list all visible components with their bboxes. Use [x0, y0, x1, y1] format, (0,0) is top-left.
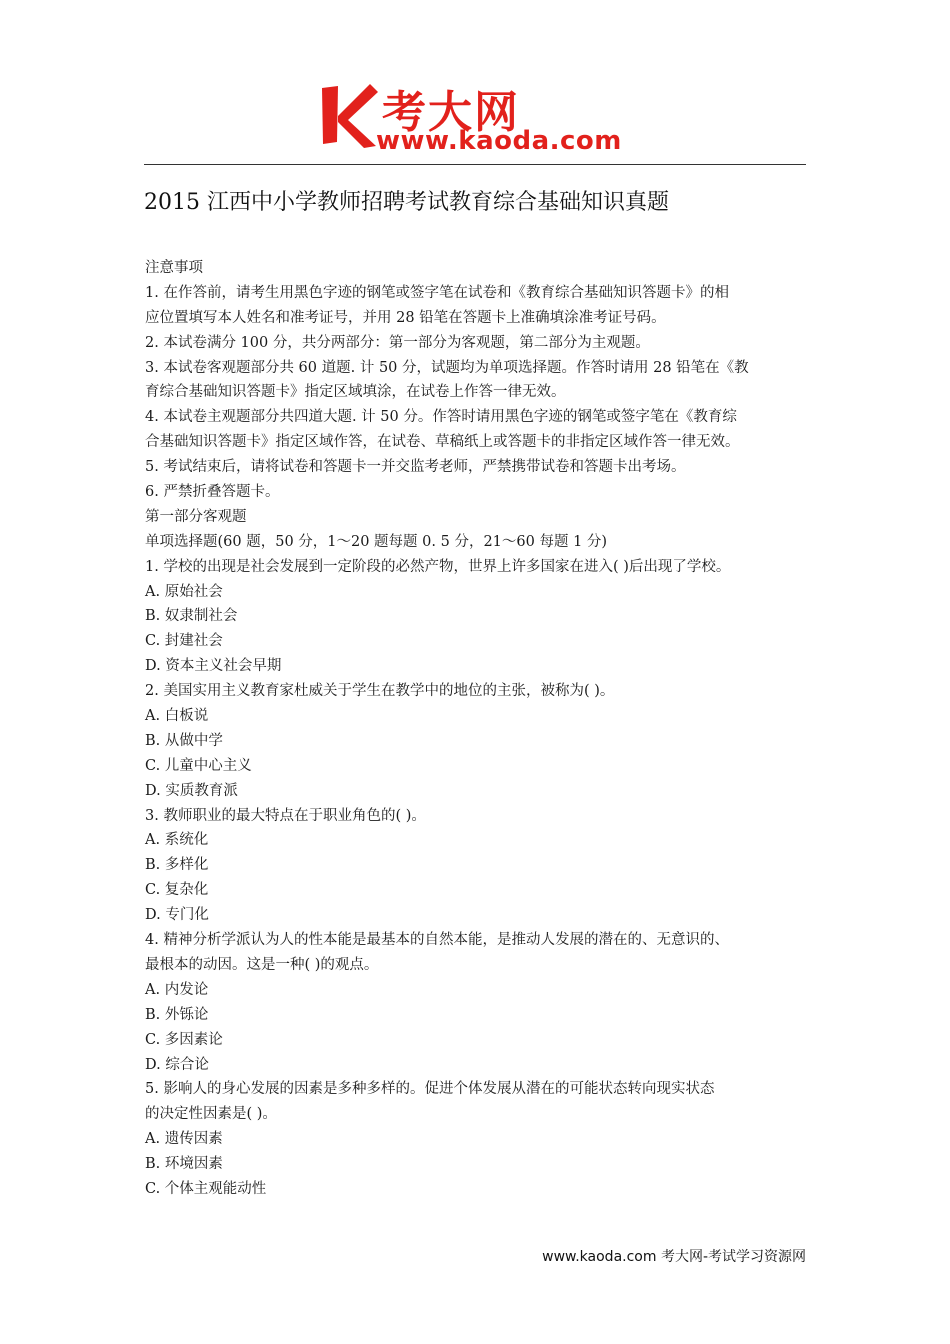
text-line: 注意事项 [145, 260, 203, 276]
answer-option: B. 外铄论 [145, 1006, 209, 1023]
section-heading: 第一部分客观题 [145, 508, 247, 525]
question-stem: 1. 学校的出现是社会发展到一定阶段的必然产物，世界上许多国家在进入( )后出现了学校。 [145, 558, 731, 575]
answer-option: B. 多样化 [145, 857, 209, 874]
text-line: 合基础知识答题卡》指定区域作答，在试卷、草稿纸上或答题卡的非指定区域作答一律无效。 [145, 434, 740, 451]
answer-option: B. 从做中学 [145, 732, 223, 749]
text-line: 应位置填写本人姓名和准考证号，并用 28 铅笔在答题卡上准确填涂准考证号码。 [145, 309, 666, 326]
answer-option: A. 内发论 [145, 981, 209, 998]
answer-option: C. 个体主观能动性 [145, 1180, 267, 1197]
answer-option: D. 专门化 [145, 907, 209, 924]
answer-option: D. 资本主义社会早期 [145, 658, 282, 675]
text-line: 2. 本试卷满分 100 分，共分两部分：第一部分为客观题，第二部分为主观题。 [145, 334, 650, 351]
text-line: 3. 本试卷客观题部分共 60 道题. 计 50 分，试题均为单项选择题。作答时请用 28 铅笔在《教 [145, 359, 749, 376]
logo-chinese-text: 考大网 [382, 87, 520, 138]
question-stem: 2. 美国实用主义教育家杜威关于学生在教学中的地位的主张，被称为( )。 [145, 683, 615, 700]
text-line: 5. 考试结束后，请将试卷和答题卡一并交监考老师，严禁携带试卷和答题卡出考场。 [145, 459, 686, 476]
answer-option: C. 儿童中心主义 [145, 757, 252, 774]
question-stem: 5. 影响人的身心发展的因素是多种多样的。促进个体发展从潜在的可能状态转向现实状态 [145, 1081, 715, 1098]
kaoda-logo [318, 80, 638, 158]
header-divider [144, 164, 806, 165]
text-line: 6. 严禁折叠答题卡。 [145, 484, 280, 501]
question-stem: 4. 精神分析学派认为人的性本能是最基本的自然本能，是推动人发展的潜在的、无意识的、 [145, 932, 729, 949]
answer-option: C. 复杂化 [145, 882, 209, 899]
document-title: 2015 江西中小学教师招聘考试教育综合基础知识真题 [144, 190, 669, 215]
answer-option: A. 遗传因素 [145, 1131, 223, 1148]
answer-option: C. 多因素论 [145, 1031, 223, 1048]
text-line: 单项选择题(60 题，50 分，1～20 题每题 0. 5 分，21～60 每题 1 分) [145, 533, 608, 550]
document-body [145, 256, 825, 1202]
answer-option: A. 原始社会 [145, 583, 223, 600]
answer-option: B. 环境因素 [145, 1156, 223, 1173]
text-line: 育综合基础知识答题卡》指定区域填涂，在试卷上作答一律无效。 [145, 384, 566, 401]
answer-option: D. 实质教育派 [145, 782, 238, 799]
text-line: 4. 本试卷主观题部分共四道大题. 计 50 分。作答时请用黑色字迹的钢笔或签字笔在《教育综 [145, 409, 737, 426]
logo-k-icon [318, 80, 382, 150]
logo-url-text: www.kaoda.com [376, 126, 622, 156]
answer-option: A. 系统化 [145, 832, 209, 849]
question-stem: 3. 教师职业的最大特点在于职业角色的( )。 [145, 807, 426, 824]
answer-option: D. 综合论 [145, 1056, 209, 1073]
page-footer: www.kaoda.com 考大网-考试学习资源网 [542, 1249, 806, 1265]
text-line: 1. 在作答前，请考生用黑色字迹的钢笔或签字笔在试卷和《教育综合基础知识答题卡》的相 [145, 284, 729, 301]
answer-option: C. 封建社会 [145, 633, 223, 650]
answer-option: B. 奴隶制社会 [145, 608, 238, 625]
question-stem: 的决定性因素是( )。 [145, 1106, 277, 1123]
answer-option: A. 白板说 [145, 708, 209, 725]
question-stem: 最根本的动因。这是一种( )的观点。 [145, 956, 379, 973]
